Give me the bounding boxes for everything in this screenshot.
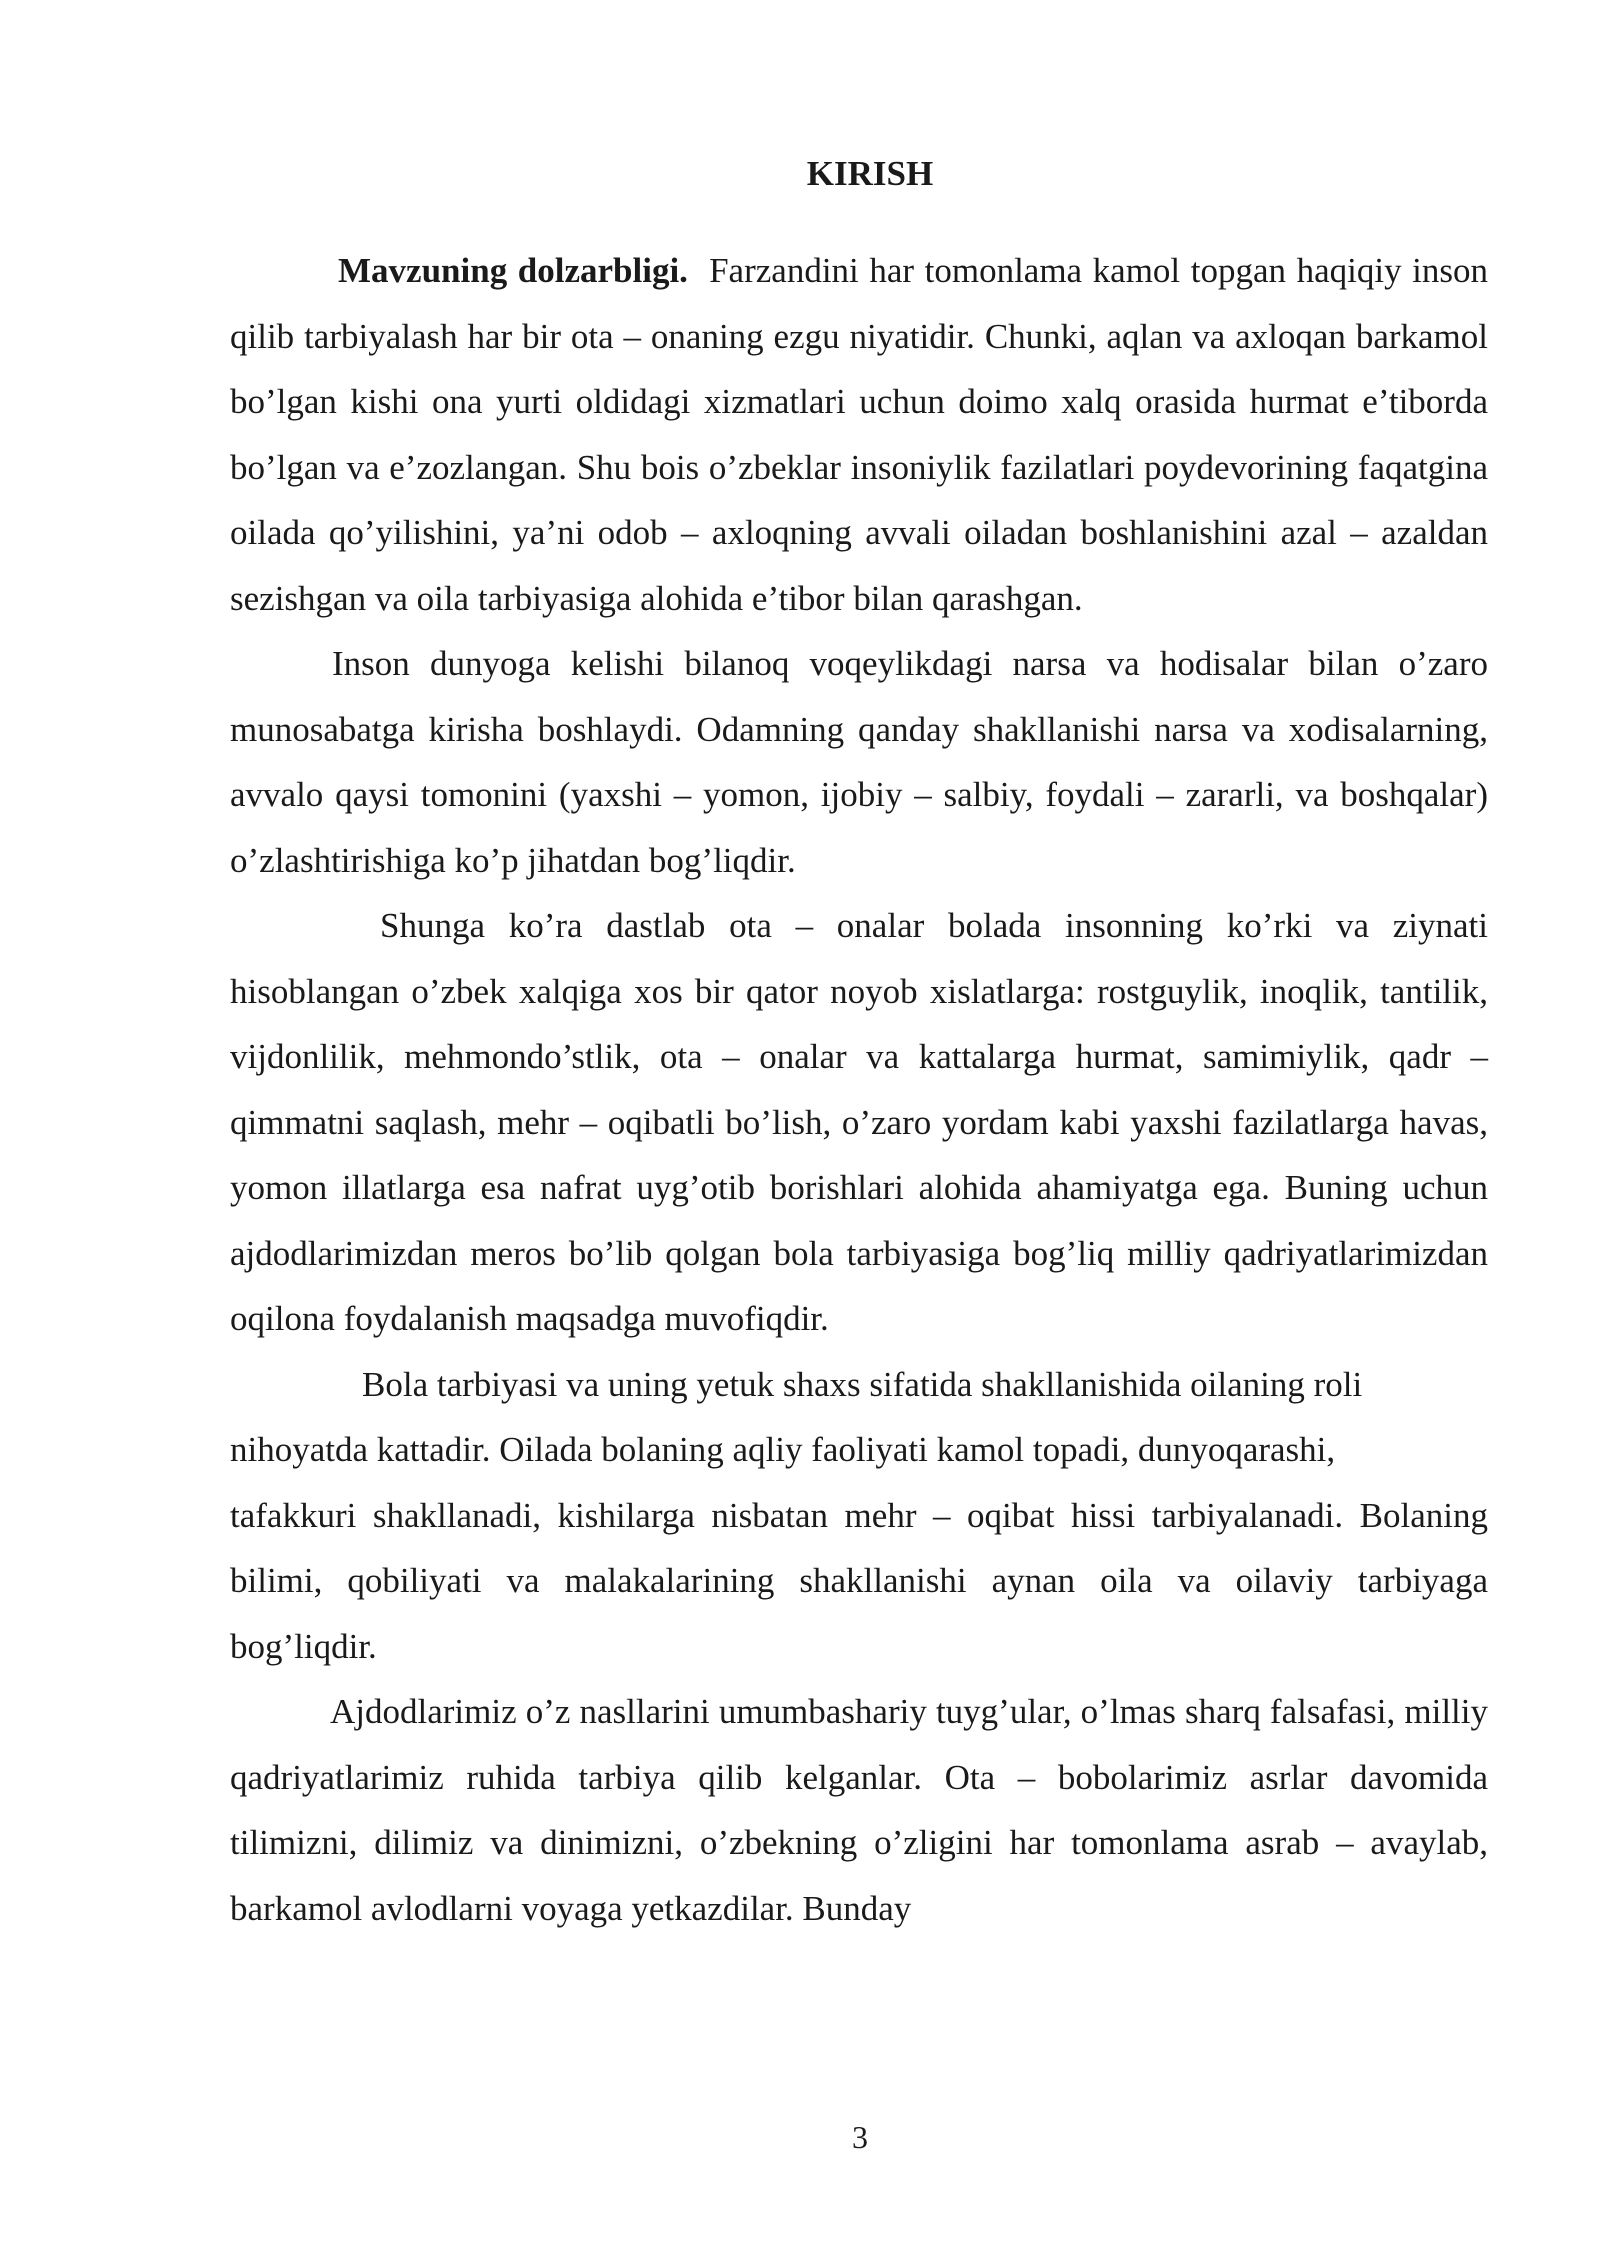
paragraph-2: Inson dunyoga kelishi bilanoq voqeylikdagi narsa va hodisalar bilan o’zaro munosabatga kirisha boshlaydi. Odamning qanday shakllanishi narsa va xodisalarning, avvalo qaysi tomonini (yaxshi – yomon, ijobiy – salbiy, foydali – zararli, va boshqalar) o’zlashtirishiga ko’p jihatdan bog’liqdir. bbox=[230, 644, 1488, 880]
paragraph-lead: Mavzuning dolzarbligi. bbox=[338, 251, 688, 290]
paragraph-line: nihoyatda kattadir. Oilada bolaning aqliy faoliyati kamol topadi, dunyoqarashi, bbox=[230, 1430, 1336, 1469]
page-number: 3 bbox=[852, 2119, 868, 2155]
paragraph-5: Ajdodlarimiz o’z nasllarini umumbashariy tuyg’ular, o’lmas sharq falsafasi, milliy qadriyatlarimiz ruhida tarbiya qilib kelganlar. Ota – bobolarimiz asrlar davomida tilimizni, dilimiz va dinimizni, o’zbekning o’zligini har tomonlama asrab – avaylab, barkamol avlodlarni voyaga yetkazdilar. Bunday bbox=[230, 1692, 1488, 1928]
paragraph-line: Bola tarbiyasi va uning yetuk shaxs sifatida shakllanishida oilaning roli bbox=[362, 1364, 1363, 1404]
paragraph-text: tafakkuri shakllanadi, kishilarga nisbatan mehr – oqibat hissi tarbiyalanadi. Bolaning bilimi, qobiliyati va malakalarining shakllanishi aynan oila va oilaviy tarbiyaga bog’liqdir. bbox=[230, 1495, 1488, 1666]
paragraph-3: Shunga ko’ra dastlab ota – onalar bolada insonning ko’rki va ziynati hisoblangan o’zbek xalqiga xos bir qator noyob xislatlarga: rostguylik, inoqlik, tantilik, vijdonlilik, mehmondo’stlik, ota – onalar va kattalarga hurmat, samimiylik, qadr – qimmatni saqlash, mehr – oqibatli bo’lish, o’zaro yordam kabi yaxshi fazilatlarga havas, yomon illatlarga esa nafrat uyg’otib borishlari alohida ahamiyatga ega. Buning uchun ajdodlarimizdan meros bo’lib qolgan bola tarbiyasiga bog’liq milliy qadriyatlarimizdan oqilona foydalanish maqsadga muvofiqdir. bbox=[230, 906, 1488, 1338]
body-text bbox=[230, 238, 1488, 1941]
section-heading: KIRISH bbox=[806, 154, 934, 193]
paragraph-text: Farzandini har tomonlama kamol topgan haqiqiy inson qilib tarbiyalash har bir ota – onaning ezgu niyatidir. Chunki, aqlan va axloqan barkamol bo’lgan kishi ona yurti oldidagi xizmatlari uchun doimo xalq orasida hurmat e’tiborda bo’lgan va e’zozlangan. Shu bois o’zbeklar insoniylik fazilatlari poydevorining faqatgina oilada qo’yilishini, ya’ni odob – axloqning avvali oiladan boshlanishini azal – azaldan sezishgan va oila tarbiyasiga alohida e’tibor bilan qarashgan. bbox=[230, 251, 1488, 618]
paragraph-relevance bbox=[230, 238, 1488, 631]
paragraph-4 bbox=[230, 1352, 1488, 1680]
